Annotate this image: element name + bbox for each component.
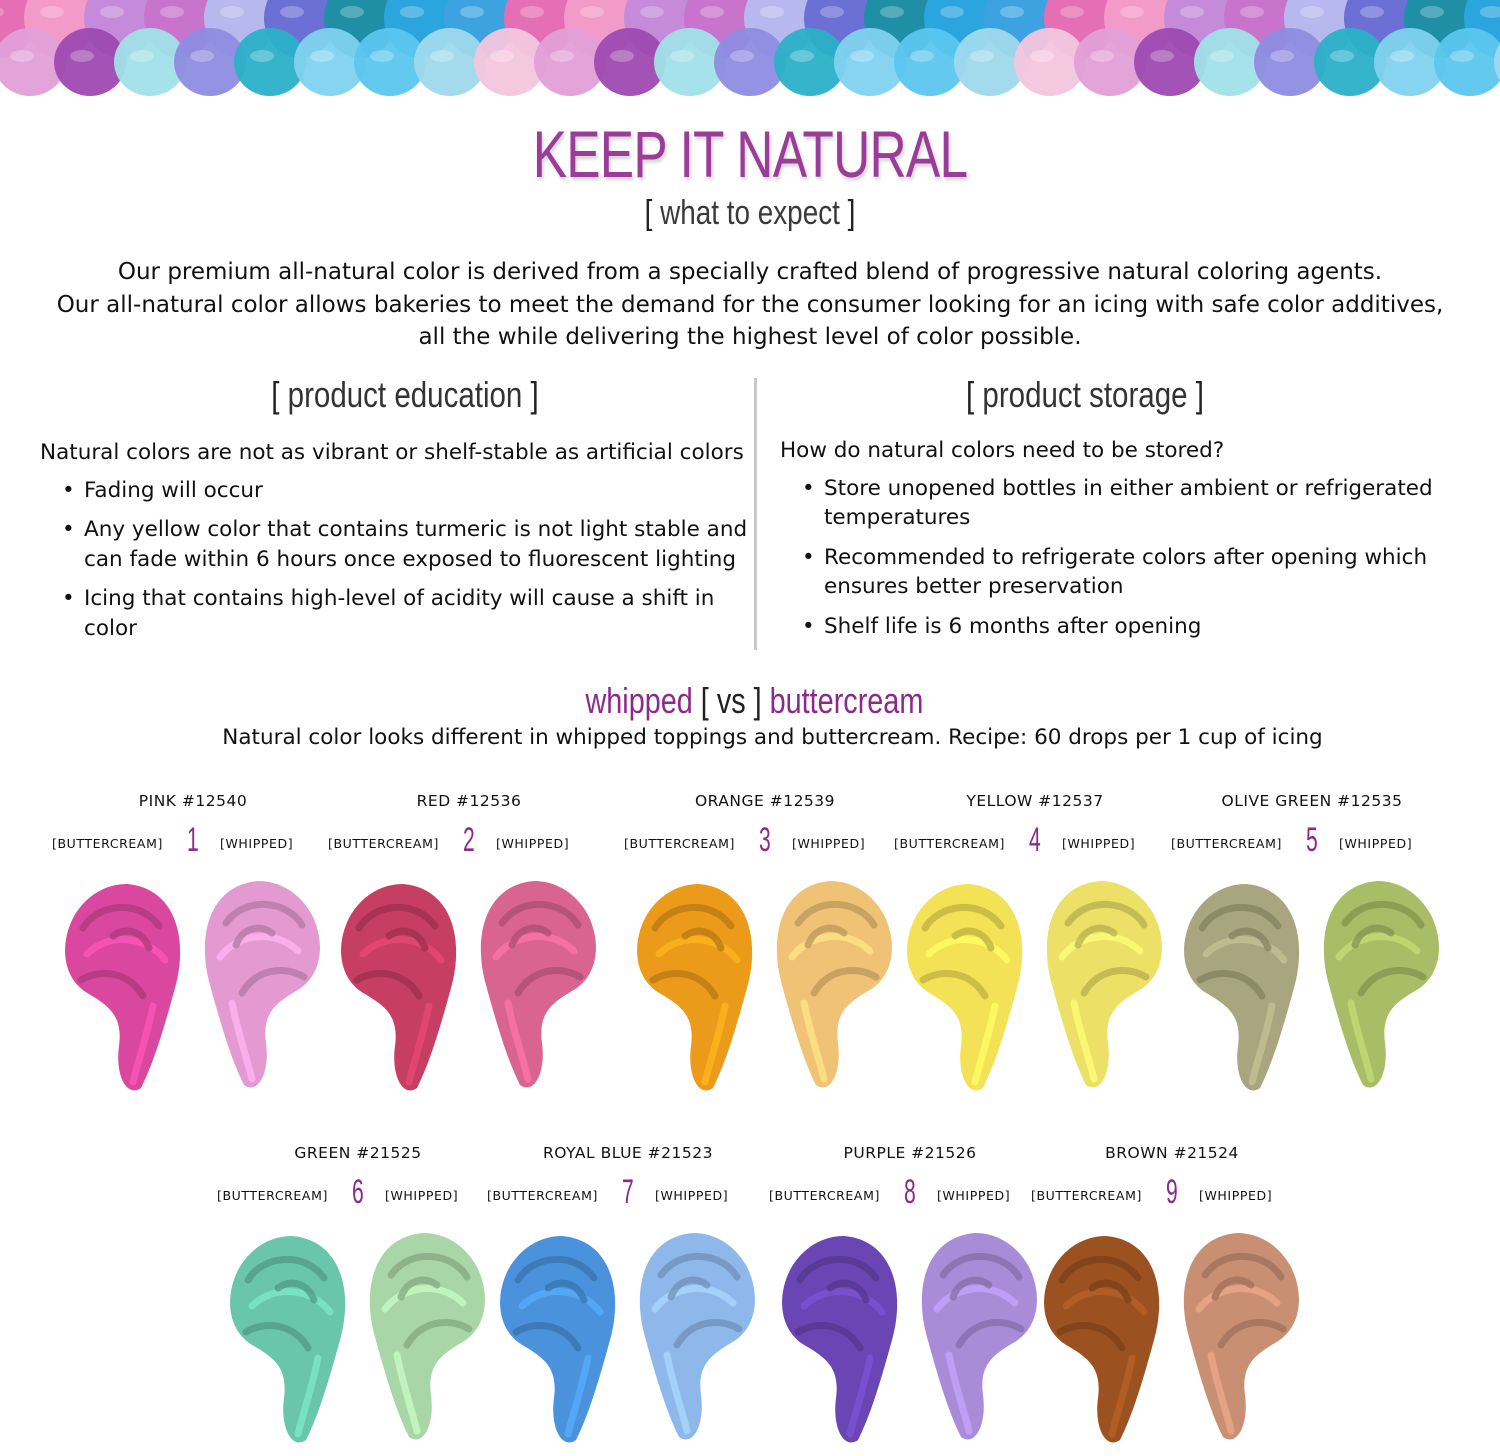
drop-highlight bbox=[700, 6, 724, 18]
swatch-name: ORANGE #12539 bbox=[694, 792, 836, 810]
drop-highlight bbox=[640, 6, 664, 18]
swatch-name: RED #12536 bbox=[416, 792, 522, 810]
drop-highlight bbox=[730, 50, 754, 62]
drop-highlight bbox=[520, 6, 544, 18]
list-item: • Fading will occur bbox=[84, 476, 750, 506]
list-item: • Store unopened bottles in either ambient or refrigerated temperatures bbox=[824, 474, 1460, 533]
whipped-label: [WHIPPED] bbox=[937, 1188, 1011, 1203]
education-heading: [ product education ] bbox=[271, 374, 539, 415]
buttercream-label: [BUTTERCREAM] bbox=[217, 1188, 328, 1203]
drop-highlight bbox=[610, 50, 634, 62]
whipped-swirl-body bbox=[777, 881, 892, 1087]
intro-line: Our all-natural color allows bakeries to meet the demand for the consumer looking for an icing with safe color additives, bbox=[56, 291, 1444, 318]
buttercream-swirl bbox=[492, 1228, 627, 1453]
buttercream-label: [BUTTERCREAM] bbox=[624, 836, 735, 851]
whipped-swirl bbox=[1172, 1225, 1307, 1450]
drop-highlight bbox=[1030, 50, 1054, 62]
drop-highlight bbox=[370, 50, 394, 62]
drop-highlight bbox=[790, 50, 814, 62]
drop-highlight bbox=[820, 6, 844, 18]
storage-heading: [ product storage ] bbox=[966, 374, 1204, 415]
swatch-number: 9 bbox=[1166, 1173, 1178, 1211]
education-heading-text: product education bbox=[287, 374, 523, 415]
buttercream-swirl bbox=[222, 1228, 357, 1453]
drop-highlight bbox=[1000, 6, 1024, 18]
drop-highlight bbox=[1210, 50, 1234, 62]
color-drops-banner bbox=[0, 0, 1500, 112]
education-lead: Natural colors are not as vibrant or shelf-stable as artificial colors bbox=[40, 440, 744, 465]
drop-highlight bbox=[1270, 50, 1294, 62]
intro-line: Our premium all-natural color is derived from a specially crafted blend of progressive natural coloring agents. bbox=[117, 259, 1383, 285]
buttercream-swirl-body bbox=[782, 1236, 897, 1442]
intro-line: all the while delivering the highest level of color possible. bbox=[418, 324, 1082, 350]
storage-section bbox=[780, 436, 1460, 651]
buttercream-swirl-body bbox=[637, 884, 752, 1090]
buttercream-label: [BUTTERCREAM] bbox=[1031, 1188, 1142, 1203]
buttercream-swirl bbox=[1176, 876, 1311, 1101]
column-divider bbox=[754, 378, 757, 650]
buttercream-swirl-body bbox=[230, 1236, 345, 1442]
whipped-label: [WHIPPED] bbox=[1062, 836, 1136, 851]
buttercream-swirl bbox=[1036, 1228, 1171, 1453]
drop-highlight bbox=[1330, 50, 1354, 62]
whipped-swirl bbox=[628, 1225, 763, 1450]
drop-highlight bbox=[1150, 50, 1174, 62]
swatch-number: 7 bbox=[622, 1173, 634, 1211]
drop-highlight bbox=[760, 6, 784, 18]
swatch-number: 1 bbox=[187, 821, 199, 859]
swatch-name: BROWN #21524 bbox=[1105, 1144, 1239, 1162]
whipped-label: [WHIPPED] bbox=[1199, 1188, 1273, 1203]
storage-heading-text: product storage bbox=[982, 374, 1188, 415]
storage-lead: How do natural colors need to be stored? bbox=[780, 438, 1225, 463]
swatch-name: ROYAL BLUE #21523 bbox=[543, 1144, 713, 1162]
comparison-description: Natural color looks different in whipped toppings and buttercream. Recipe: 60 drops per 1 cup of icing bbox=[222, 725, 1323, 750]
buttercream-label: [BUTTERCREAM] bbox=[328, 836, 439, 851]
swatch-name: OLIVE GREEN #12535 bbox=[1221, 792, 1403, 810]
buttercream-swirl-body bbox=[1044, 1236, 1159, 1442]
whipped-swirl-body bbox=[1047, 881, 1162, 1087]
drop-highlight bbox=[100, 6, 124, 18]
drop-highlight bbox=[850, 50, 874, 62]
intro-paragraph bbox=[40, 256, 1460, 354]
drop-highlight bbox=[160, 6, 184, 18]
vs-word: vs bbox=[716, 680, 746, 721]
whipped-swirl-body bbox=[481, 881, 596, 1087]
swatch-number: 3 bbox=[759, 821, 771, 859]
buttercream-label: [BUTTERCREAM] bbox=[1171, 836, 1282, 851]
comparison-heading: whipped [ vs ] buttercream bbox=[585, 680, 924, 721]
swatch-name: YELLOW #12537 bbox=[966, 792, 1104, 810]
whipped-swirl bbox=[765, 873, 900, 1098]
page-title: KEEP IT NATURAL bbox=[532, 117, 968, 191]
drop-highlight bbox=[70, 50, 94, 62]
drop-highlight bbox=[430, 50, 454, 62]
swatch-number: 8 bbox=[904, 1173, 916, 1211]
drop-highlight bbox=[880, 6, 904, 18]
list-item: • Recommended to refrigerate colors after opening which ensures better preservation bbox=[824, 543, 1460, 602]
drop-highlight bbox=[400, 6, 424, 18]
whipped-swirl bbox=[910, 1225, 1045, 1450]
drop-highlight bbox=[460, 6, 484, 18]
whipped-swirl bbox=[358, 1225, 493, 1450]
storage-list bbox=[780, 474, 1460, 642]
whipped-label: [WHIPPED] bbox=[792, 836, 866, 851]
drop-highlight bbox=[310, 50, 334, 62]
drop-highlight bbox=[40, 6, 64, 18]
whipped-swirl bbox=[469, 873, 604, 1098]
drop-highlight bbox=[280, 6, 304, 18]
swatch-number: 2 bbox=[463, 821, 475, 859]
whipped-label: [WHIPPED] bbox=[220, 836, 294, 851]
drop-highlight bbox=[910, 50, 934, 62]
drop-highlight bbox=[580, 6, 604, 18]
whipped-label: [WHIPPED] bbox=[496, 836, 570, 851]
whipped-swirl bbox=[1312, 873, 1447, 1098]
buttercream-swirl-body bbox=[65, 884, 180, 1090]
whipped-swirl-body bbox=[205, 881, 320, 1087]
whipped-swirl-body bbox=[1324, 881, 1439, 1087]
drop-highlight bbox=[190, 50, 214, 62]
buttercream-label: [BUTTERCREAM] bbox=[769, 1188, 880, 1203]
drop-highlight bbox=[550, 50, 574, 62]
education-list bbox=[40, 476, 750, 644]
buttercream-swirl bbox=[899, 876, 1034, 1101]
swatch-name: GREEN #21525 bbox=[294, 1144, 422, 1162]
buttercream-label: [BUTTERCREAM] bbox=[894, 836, 1005, 851]
drop-highlight bbox=[670, 50, 694, 62]
swatch-number: 6 bbox=[352, 1173, 364, 1211]
drop-highlight bbox=[1180, 6, 1204, 18]
swatch-name: PINK #12540 bbox=[138, 792, 248, 810]
page-subtitle: [ what to expect ] bbox=[644, 194, 856, 232]
buttercream-swirl-body bbox=[341, 884, 456, 1090]
whipped-word: whipped bbox=[585, 680, 693, 721]
subtitle-text: what to expect bbox=[660, 194, 840, 232]
drop-highlight bbox=[940, 6, 964, 18]
drop-highlight bbox=[1120, 6, 1144, 18]
swatch-name: PURPLE #21526 bbox=[843, 1144, 977, 1162]
whipped-swirl-body bbox=[922, 1233, 1037, 1439]
whipped-swirl-body bbox=[1184, 1233, 1299, 1439]
swatch-number: 4 bbox=[1029, 821, 1041, 859]
drop-highlight bbox=[1060, 6, 1084, 18]
list-item: • Shelf life is 6 months after opening bbox=[824, 612, 1460, 642]
drop-highlight bbox=[1450, 50, 1474, 62]
drop-highlight bbox=[970, 50, 994, 62]
drop-highlight bbox=[10, 50, 34, 62]
buttercream-word: buttercream bbox=[769, 680, 924, 721]
drop-highlight bbox=[1390, 50, 1414, 62]
buttercream-swirl bbox=[57, 876, 192, 1101]
list-item: • Any yellow color that contains turmeric is not light stable and can fade within 6 hours once exposed to fluorescent lighting bbox=[84, 515, 750, 574]
drop-highlight bbox=[1300, 6, 1324, 18]
drop-highlight bbox=[490, 50, 514, 62]
buttercream-label: [BUTTERCREAM] bbox=[487, 1188, 598, 1203]
buttercream-swirl-body bbox=[1184, 884, 1299, 1090]
whipped-swirl bbox=[1035, 873, 1170, 1098]
whipped-label: [WHIPPED] bbox=[385, 1188, 459, 1203]
buttercream-swirl-body bbox=[907, 884, 1022, 1090]
education-section bbox=[40, 438, 750, 653]
buttercream-swirl bbox=[629, 876, 764, 1101]
whipped-swirl-body bbox=[370, 1233, 485, 1439]
drop-highlight bbox=[130, 50, 154, 62]
buttercream-label: [BUTTERCREAM] bbox=[52, 836, 163, 851]
buttercream-swirl bbox=[333, 876, 468, 1101]
whipped-swirl bbox=[193, 873, 328, 1098]
whipped-swirl-body bbox=[640, 1233, 755, 1439]
drop-highlight bbox=[340, 6, 364, 18]
drop-highlight bbox=[1420, 6, 1444, 18]
whipped-label: [WHIPPED] bbox=[655, 1188, 729, 1203]
buttercream-swirl-body bbox=[500, 1236, 615, 1442]
drop-highlight bbox=[250, 50, 274, 62]
swatch-number: 5 bbox=[1306, 821, 1318, 859]
drop-highlight bbox=[1090, 50, 1114, 62]
list-item: • Icing that contains high-level of acidity will cause a shift in color bbox=[84, 584, 750, 643]
whipped-label: [WHIPPED] bbox=[1339, 836, 1413, 851]
drop-highlight bbox=[1240, 6, 1264, 18]
buttercream-swirl bbox=[774, 1228, 909, 1453]
drop-highlight bbox=[1360, 6, 1384, 18]
drop-highlight bbox=[220, 6, 244, 18]
